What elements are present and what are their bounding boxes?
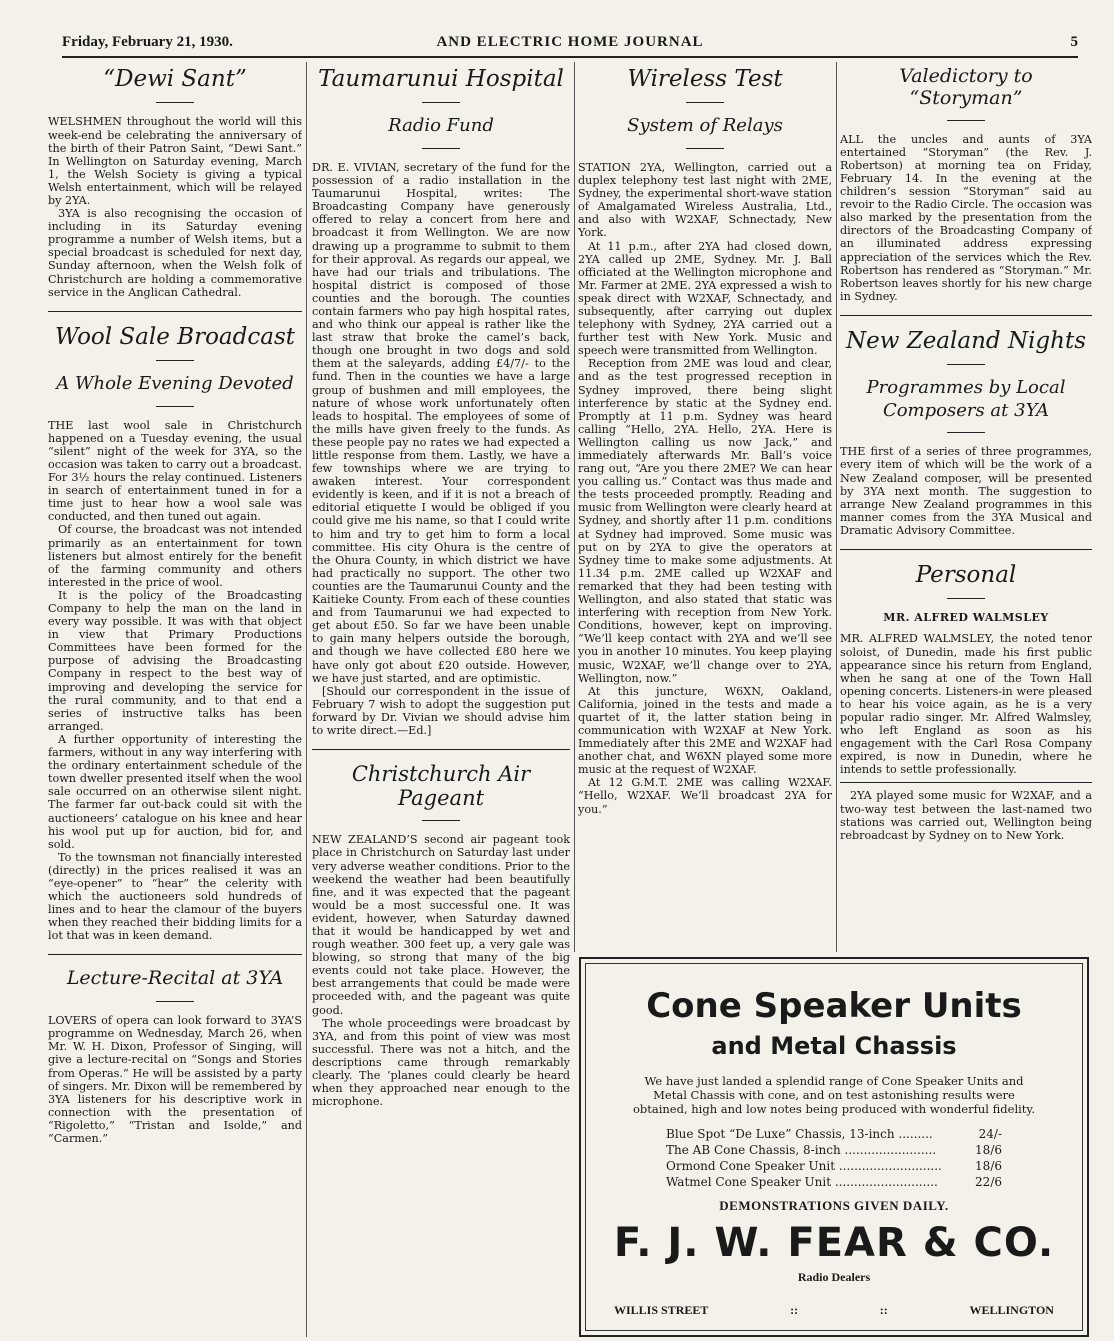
ad-firm-name: F. J. W. FEAR & CO.: [613, 1220, 1055, 1266]
ad-dealers-label: Radio Dealers: [797, 1270, 871, 1284]
divider: [947, 120, 985, 121]
valedictory-headline: Valedictory to “Storyman”: [899, 65, 1033, 109]
wireless-test-paragraph: At 11 p.m., after 2YA had closed down, 2YA called up 2ME, Sydney. Mr. J. Ball officiated at the Wellington microphone and Mr. Farmer at 2ME. 2YA expressed a wish to speak direct with W2XAF, Schnectady, and subsequently, after carrying out duplex telephony with Sydney, 2YA carried out a further test with New York. Music and speech were transmitted from Wellington.: [578, 239, 832, 358]
ad-separator: ::: [790, 1303, 799, 1317]
divider: [422, 102, 460, 103]
wireless-test-headline: Wireless Test: [627, 66, 783, 92]
wool-sale-paragraph: THE last wool sale in Christchurch happened on a Tuesday evening, the usual “silent” night of the week for 3YA, so the occasion was taken to carry out a broadcast. For 3½ hours the relay continued. Listeners in search of entertainment tuned in for a time just to hear how a wool sale was conducted, and then tuned out again.: [48, 418, 302, 524]
divider: [312, 749, 570, 750]
divider: [422, 820, 460, 821]
wireless-test-paragraph: At this juncture, W6XN, Oakland, California, joined in the tests and made a quartet of it, the latter station being in communication with W2XAF at New York. Immediately after this 2ME and W2XAF had another chat, and W6XN played some more music at the request of W2XAF.: [578, 684, 832, 777]
ad-demonstrations: DEMONSTRATIONS GIVEN DAILY.: [719, 1198, 949, 1213]
divider: [156, 102, 194, 103]
product-price: 22/6: [975, 1175, 1002, 1189]
product-price: 18/6: [975, 1143, 1002, 1157]
divider: [156, 406, 194, 407]
wireless-test-subheadline: System of Relays: [627, 115, 783, 137]
ad-street: WILLIS STREET: [614, 1303, 709, 1317]
ad-headline: Cone Speaker Units: [646, 986, 1022, 1026]
air-pageant-headline: Christchurch Air Pageant: [351, 762, 531, 811]
divider: [686, 102, 724, 103]
hospital-headline: Taumarunui Hospital: [318, 66, 564, 92]
nz-nights-subheadline: Programmes by Local Composers at 3YA: [866, 377, 1066, 421]
wool-sale-paragraph: It is the policy of the Broadcasting Company to help the man on the land in every way possible. It was with that object in view that Primary Productions Committees have been formed for the purpose of advising the Broadcasting Company in respect to the best way of improving and developing the service for the rural community, and to that end a series of instructive talks has been arranged.: [48, 588, 302, 733]
wool-sale-headline: Wool Sale Broadcast: [54, 323, 295, 350]
wireless-test-paragraph: At 12 G.M.T. 2ME was calling W2XAF. “Hello, W2XAF. We’ll broadcast 2YA for you.”: [578, 776, 832, 816]
wool-sale-paragraph: To the townsman not financially interested (directly) in the prices realised it was an “eye-opener” to “hear” the celerity with which the auctioneers sold hundreds of lines and to hear the clamour of the buyers when they reached their bidding limits for a lot that was in keen demand.: [48, 850, 302, 943]
lecture-recital-paragraph: LOVERS of opera can look forward to 3YA’S programme on Wednesday, March 26, when Mr. W. H. Dixon, Professor of Singing, will give a lecture-recital on “Songs and Stories from Operas.” He will be assisted by a party of singers. Mr. Dixon will be remembered by 3YA listeners for his descriptive work in connection with the presentation of “Rigoletto,” “Tristan and Isolde,” and “Carmen.”: [48, 1014, 302, 1146]
valedictory-paragraph: ALL the uncles and aunts of 3YA entertained “Storyman” (the Rev. J. Robertson) at morning tea on Friday, February 14. In the evening at the children’s session “Storyman” said au revoir to the Radio Circle. The occasion was also marked by the presentation from the directors of the Broadcasting Company of an illuminated address expressing appreciation of the services which the Rev. Robertson has rendered as “Storyman.” Mr. Robertson leaves shortly for his new charge in Sydney.: [840, 132, 1092, 303]
product-name: Blue Spot “De Luxe” Chassis, 13-inch .........: [666, 1127, 933, 1141]
price-row: [666, 1126, 1002, 1142]
wool-sale-paragraph: Of course, the broadcast was not intended primarily as an entertainment for town listeners but almost entirely for the benefit of the farming community and others interested in the price of wool.: [48, 523, 302, 589]
wool-sale-subheadline: A Whole Evening Devoted: [56, 373, 294, 395]
product-name: Watmel Cone Speaker Unit ...........................: [666, 1175, 938, 1189]
column-divider: [574, 62, 575, 952]
divider: [840, 782, 1092, 783]
ad-subheadline: and Metal Chassis: [711, 1032, 957, 1060]
column-4: [840, 62, 1092, 952]
hospital-subheadline: Radio Fund: [388, 115, 494, 137]
divider: [48, 954, 302, 955]
air-pageant-paragraph: NEW ZEALAND’S second air pageant took place in Christchurch on Saturday last under very adverse weather conditions. Prior to the weekend the weather had been beautifully fine, and it was expected that the pageant would be a most successful one. It was evident, however, when Saturday dawned that it would be handicapped by wet and rough weather. 300 feet up, a very gale was blowing, so strong that many of the big events could not take place. However, the best arrangements that could be made were proceeded with, and the pageant was quite good.: [312, 833, 570, 1017]
divider: [156, 1001, 194, 1002]
air-pageant-paragraph: The whole proceedings were broadcast by 3YA, and from this point of view was most successful. There was not a hitch, and the descriptions came through remarkably clearly. The ’planes could clearly be heard when they approached near enough to the microphone.: [312, 1016, 570, 1109]
divider: [156, 360, 194, 361]
wireless-test-continuation: 2YA played some music for W2XAF, and a two-way test between the last-named two stations was carried out, Wellington being rebroadcast by Sydney on to New York.: [840, 789, 1092, 842]
ad-description: We have just landed a splendid range of Cone Speaker Units and Metal Chassis with cone, and on test astonishing results were obtained, high and low notes being produced with wonderful fidelity.: [632, 1074, 1036, 1116]
column-divider: [306, 62, 307, 1337]
divider: [686, 148, 724, 149]
product-price: 24/-: [978, 1127, 1002, 1141]
column-divider: [836, 62, 837, 952]
column-1: [48, 62, 302, 1337]
page-number: 5: [1070, 34, 1078, 50]
ad-city: WELLINGTON: [969, 1303, 1054, 1317]
price-row: [666, 1174, 1002, 1190]
personal-headline: Personal: [915, 562, 1017, 588]
hospital-editor-note: [Should our correspondent in the issue of February 7 wish to adopt the suggestion put forward by Dr. Vivian we should advise him to write direct.—Ed.]: [312, 684, 570, 737]
personal-name: MR. ALFRED WALMSLEY: [883, 611, 1049, 625]
nz-nights-paragraph: THE first of a series of three programmes, every item of which will be the work of a New Zealand composer, will be presented by 3YA next month. The suggestion to arrange New Zealand programmes in this manner comes from the 3YA Musical and Dramatic Advisory Committee.: [840, 445, 1092, 537]
product-price: 18/6: [975, 1159, 1002, 1173]
lecture-recital-headline: Lecture-Recital at 3YA: [66, 967, 284, 990]
issue-date: Friday, February 21, 1930.: [62, 34, 233, 50]
divider: [48, 311, 302, 312]
divider: [840, 549, 1092, 550]
column-2: [312, 62, 570, 1337]
cone-speaker-advertisement: [579, 957, 1089, 1337]
personal-paragraph: MR. ALFRED WALMSLEY, the noted tenor soloist, of Dunedin, made his first public appearance since his return from England, when he sang at one of the Town Hall opening concerts. Listeners-in were pleased to hear his voice again, as he is a very popular radio singer. Mr. Alfred Walmsley, who left England as soon as his engagement with the Carl Rosa Company expired, is now in Dunedin, where he intends to settle professionally.: [840, 632, 1092, 777]
wool-sale-paragraph: A further opportunity of interesting the farmers, without in any way interfering with the ordinary entertainment schedule of the town dweller presented itself when the wool sale occurred on an otherwise silent night. The farmer far out-back could sit with the auctioneers’ catalogue on his knee and hear his wool put up for auction, bid for, and sold.: [48, 732, 302, 851]
journal-title: AND ELECTRIC HOME JOURNAL: [436, 34, 704, 50]
product-name: The AB Cone Chassis, 8-inch ........................: [666, 1143, 937, 1157]
divider: [840, 315, 1092, 316]
divider: [422, 148, 460, 149]
ad-address: [614, 1303, 1054, 1318]
page-header: [62, 34, 1078, 58]
nz-nights-headline: New Zealand Nights: [845, 327, 1087, 354]
wireless-test-paragraph: STATION 2YA, Wellington, carried out a duplex telephony test last night with 2ME, Sydney, the experimental short-wave station of Amalgamated Wireless Australia, Ltd., and also with W2XAF, Schnectady, New York.: [578, 160, 832, 240]
divider: [947, 364, 985, 365]
product-name: Ormond Cone Speaker Unit ...........................: [666, 1159, 942, 1173]
dewi-sant-paragraph: WELSHMEN throughout the world will this week-end be celebrating the anniversary of the birth of their Patron Saint, “Dewi Sant.” In Wellington on Saturday evening, March 1, the Welsh Society is giving a typical Welsh entertainment, which will be relayed by 2YA.: [48, 115, 302, 207]
ad-separator: ::: [879, 1303, 888, 1317]
ad-price-list: [586, 1126, 1082, 1190]
hospital-paragraph: DR. E. VIVIAN, secretary of the fund for the possession of a radio installation in the Taumarunui Hospital, writes: The Broadcasting Company have generously offered to relay a concert from here and broadcast it from Wellington. We are now drawing up a programme to submit to them for their approval. As regards our appeal, we have had our trials and tribulations. The hospital district is composed of those counties and the borough. The counties contain farmers who pay high hospital rates, and who think our appeal is rather like the last straw that broke the camel’s back, though one brought in two dogs and sold them at the saleyards, adding £4/7/- to the fund. Then in the counties we have a large group of bushmen and mill employees, the nature of whose work unfortunately often leads to hospital. The employees of some of the mills have given freely to the funds. As these people pay no rates we had expected a little response from them. Lastly, we have a few townships where we are trying to awaken interest. Your correspondent evidently is keen, and if it is not a breach of editorial etiquette I would be obliged if you could give me his name, so that I could write to him and try to get him to form a local committee. His city Ohura is the centre of the Ohura County, in which district we have had practically no support. The other two counties are the Taumarunui County and the Kaitieke County. From each of these counties and from Taumarunui we had expected to get about £50. So far we have been unable to gain many helpers outside the borough, and though we have collected £80 here we have only got about £20 outside. However, we have just started, and are optimistic.: [312, 160, 570, 685]
price-row: [666, 1142, 1002, 1158]
column-3: [578, 62, 832, 952]
price-row: [666, 1158, 1002, 1174]
wireless-test-paragraph: Reception from 2ME was loud and clear, and as the test progressed reception in Sydney improved, there being slight interference by static at the Sydney end. Promptly at 11 p.m. Sydney was heard calling “Hello, 2YA. Hello, 2YA. Here is Wellington calling us now Jack,” and immediately afterwards Mr. Ball’s voice rang out, “Are you there 2ME? We can hear you calling us.” Contact was thus made and the tests proceeded promptly. Reading and music from Wellington were clearly heard at Sydney, and shortly after 11 p.m. conditions at Sydney had improved. Some music was put on by 2YA to give the operators at Sydney time to make some adjustments. At 11.34 p.m. 2ME called up W2XAF and remarked that they had been testing with Wellington, and also stated that static was interfering with reception from New York. Conditions, however, kept on improving. “We’ll keep contact with 2YA and we’ll see you in another 10 minutes. You keep playing music, W2XAF, we’ll change over to 2YA, Wellington, now.”: [578, 357, 832, 685]
dewi-sant-paragraph: 3YA is also recognising the occasion of including in its Saturday evening programme a number of Welsh items, but a special broadcast is scheduled for next day, Sunday afternoon, when the Welsh folk of Christchurch are holding a commemorative service in the Anglican Cathedral.: [48, 207, 302, 299]
divider: [947, 598, 985, 599]
ad-border: [585, 963, 1083, 1331]
dewi-sant-headline: “Dewi Sant”: [103, 66, 247, 92]
divider: [947, 432, 985, 433]
